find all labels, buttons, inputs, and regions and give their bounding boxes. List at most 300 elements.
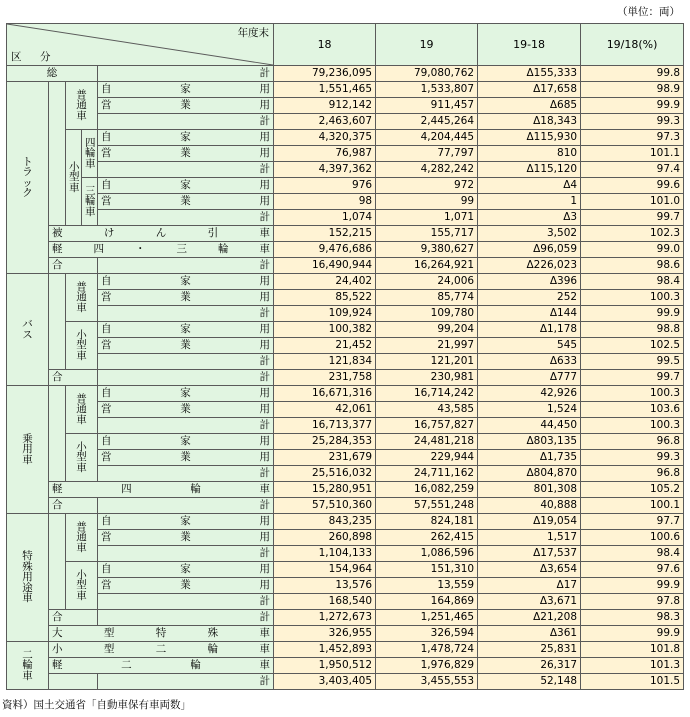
category-char: 車 bbox=[76, 301, 87, 314]
value-cell: Δ18,343 bbox=[478, 114, 581, 130]
table-row bbox=[7, 402, 684, 418]
value-cell: Δ115,930 bbox=[478, 130, 581, 146]
row-label: 計 bbox=[98, 594, 274, 610]
row-label: 営業用 bbox=[98, 290, 274, 306]
table-row bbox=[7, 338, 684, 354]
category-char: 小 bbox=[76, 328, 87, 341]
category-char: 通 bbox=[76, 403, 87, 416]
value-cell: 4,282,242 bbox=[376, 162, 478, 178]
value-cell: 2,463,607 bbox=[274, 114, 376, 130]
category-char: 普 bbox=[76, 280, 87, 293]
category-char: 車 bbox=[76, 413, 87, 426]
value-cell: 1,272,673 bbox=[274, 610, 376, 626]
category-char: 通 bbox=[76, 99, 87, 112]
table-row bbox=[7, 562, 684, 578]
category-char: 車 bbox=[22, 592, 33, 605]
row-label: 軽四・三輪車 bbox=[49, 242, 274, 258]
value-cell: 4,204,445 bbox=[376, 130, 478, 146]
row-label: 総 bbox=[7, 66, 98, 82]
value-cell: 262,415 bbox=[376, 530, 478, 546]
category-char: 普 bbox=[76, 392, 87, 405]
value-cell: 43,585 bbox=[376, 402, 478, 418]
row-label: 営業用 bbox=[98, 338, 274, 354]
category-char: 三 bbox=[85, 184, 96, 197]
category-label bbox=[66, 130, 82, 226]
row-label: 合 bbox=[49, 610, 98, 626]
value-cell: 16,757,827 bbox=[376, 418, 478, 434]
value-cell: 42,926 bbox=[478, 386, 581, 402]
value-cell: 99.9 bbox=[581, 98, 684, 114]
table-row bbox=[7, 98, 684, 114]
table-row bbox=[7, 322, 684, 338]
value-cell: 98.9 bbox=[581, 82, 684, 98]
category-char: 車 bbox=[76, 349, 87, 362]
value-cell: Δ115,120 bbox=[478, 162, 581, 178]
value-cell: Δ144 bbox=[478, 306, 581, 322]
row-label: 計 bbox=[98, 610, 274, 626]
table-row bbox=[7, 466, 684, 482]
value-cell: 1,524 bbox=[478, 402, 581, 418]
value-cell: 25,516,032 bbox=[274, 466, 376, 482]
category-char: バ bbox=[22, 318, 33, 330]
row-label: 営業用 bbox=[98, 530, 274, 546]
row-label: 営業用 bbox=[98, 578, 274, 594]
category-label bbox=[82, 130, 98, 178]
value-cell: 1,551,465 bbox=[274, 82, 376, 98]
row-label: 計 bbox=[98, 66, 274, 82]
category-label bbox=[66, 274, 98, 322]
category-label bbox=[7, 386, 49, 514]
table-row bbox=[7, 450, 684, 466]
value-cell: 99.0 bbox=[581, 242, 684, 258]
value-cell: 99.5 bbox=[581, 354, 684, 370]
value-cell: 13,559 bbox=[376, 578, 478, 594]
category-char: 車 bbox=[76, 461, 87, 474]
value-cell: 98.3 bbox=[581, 610, 684, 626]
table-row bbox=[7, 498, 684, 514]
row-label: 被けん引車 bbox=[49, 226, 274, 242]
column-header: 19/18(%) bbox=[581, 24, 684, 66]
value-cell: 77,797 bbox=[376, 146, 478, 162]
table-row bbox=[7, 162, 684, 178]
value-cell: 1,251,465 bbox=[376, 610, 478, 626]
category-char: 型 bbox=[69, 171, 80, 184]
table-row bbox=[7, 306, 684, 322]
category-char: 途 bbox=[22, 581, 33, 594]
table-row bbox=[7, 578, 684, 594]
value-cell: 26,317 bbox=[478, 658, 581, 674]
value-cell: Δ21,208 bbox=[478, 610, 581, 626]
category-char: 普 bbox=[76, 88, 87, 101]
category-label bbox=[66, 514, 98, 562]
corner-header bbox=[7, 24, 274, 66]
row-label: 自家用 bbox=[98, 130, 274, 146]
category-char: 用 bbox=[22, 571, 33, 584]
table-row bbox=[7, 226, 684, 242]
value-cell: 97.7 bbox=[581, 514, 684, 530]
row-label: 合 bbox=[49, 498, 98, 514]
value-cell: 85,774 bbox=[376, 290, 478, 306]
value-cell: 100.3 bbox=[581, 418, 684, 434]
category-char: 用 bbox=[22, 443, 33, 456]
value-cell: 121,834 bbox=[274, 354, 376, 370]
value-cell: 99.6 bbox=[581, 178, 684, 194]
category-char: 小 bbox=[69, 160, 80, 173]
value-cell: 97.6 bbox=[581, 562, 684, 578]
value-cell: Δ3,654 bbox=[478, 562, 581, 578]
value-cell: 843,235 bbox=[274, 514, 376, 530]
table-row bbox=[7, 434, 684, 450]
row-label: 計 bbox=[98, 114, 274, 130]
category-char: ラ bbox=[22, 166, 33, 178]
row-label: 小型二輪車 bbox=[49, 642, 274, 658]
value-cell: 101.3 bbox=[581, 658, 684, 674]
value-cell: Δ17,658 bbox=[478, 82, 581, 98]
category-char: 普 bbox=[76, 520, 87, 533]
unit-label: （単位：両） bbox=[617, 6, 680, 18]
category-char: 乗 bbox=[22, 432, 33, 445]
value-cell: 155,717 bbox=[376, 226, 478, 242]
category-char: 車 bbox=[76, 589, 87, 602]
value-cell: Δ633 bbox=[478, 354, 581, 370]
value-cell: 109,780 bbox=[376, 306, 478, 322]
value-cell: 99.9 bbox=[581, 626, 684, 642]
table-row bbox=[7, 610, 684, 626]
value-cell: 912,142 bbox=[274, 98, 376, 114]
value-cell: 98.4 bbox=[581, 546, 684, 562]
value-cell: 16,713,377 bbox=[274, 418, 376, 434]
value-cell: Δ3 bbox=[478, 210, 581, 226]
vehicle-count-table bbox=[6, 23, 684, 690]
value-cell: 24,711,162 bbox=[376, 466, 478, 482]
category-char: 車 bbox=[22, 453, 33, 466]
value-cell: Δ803,135 bbox=[478, 434, 581, 450]
value-cell: 231,679 bbox=[274, 450, 376, 466]
row-label: 軽四輪車 bbox=[49, 482, 274, 498]
category-char: 輪 bbox=[85, 147, 96, 160]
value-cell: 2,445,264 bbox=[376, 114, 478, 130]
value-cell: 16,264,921 bbox=[376, 258, 478, 274]
value-cell: Δ226,023 bbox=[478, 258, 581, 274]
blank-cell bbox=[49, 386, 66, 482]
value-cell: 99.9 bbox=[581, 306, 684, 322]
value-cell: 1 bbox=[478, 194, 581, 210]
value-cell: 152,215 bbox=[274, 226, 376, 242]
category-label bbox=[7, 642, 49, 690]
category-char: 車 bbox=[85, 205, 96, 218]
row-label: 計 bbox=[98, 306, 274, 322]
value-cell: 97.8 bbox=[581, 594, 684, 610]
value-cell: Δ4 bbox=[478, 178, 581, 194]
value-cell: 21,997 bbox=[376, 338, 478, 354]
category-char: ト bbox=[22, 155, 33, 168]
value-cell: 109,924 bbox=[274, 306, 376, 322]
value-cell: 231,758 bbox=[274, 370, 376, 386]
row-label: 軽二輪車 bbox=[49, 658, 274, 674]
value-cell: 151,310 bbox=[376, 562, 478, 578]
category-char: 輪 bbox=[85, 195, 96, 208]
value-cell: Δ17,537 bbox=[478, 546, 581, 562]
value-cell: 96.8 bbox=[581, 434, 684, 450]
category-char: 通 bbox=[76, 531, 87, 544]
category-char: 型 bbox=[76, 451, 87, 464]
category-label bbox=[66, 434, 98, 482]
value-cell: 4,397,362 bbox=[274, 162, 376, 178]
table-row bbox=[7, 274, 684, 290]
value-cell: Δ1,735 bbox=[478, 450, 581, 466]
value-cell: Δ1,178 bbox=[478, 322, 581, 338]
value-cell: Δ19,054 bbox=[478, 514, 581, 530]
value-cell: 976 bbox=[274, 178, 376, 194]
value-cell: 230,981 bbox=[376, 370, 478, 386]
table-row bbox=[7, 194, 684, 210]
value-cell: 44,450 bbox=[478, 418, 581, 434]
blank-cell bbox=[49, 674, 98, 690]
value-cell: 103.6 bbox=[581, 402, 684, 418]
blank-cell bbox=[49, 82, 66, 226]
row-label: 自家用 bbox=[98, 322, 274, 338]
row-label: 計 bbox=[98, 674, 274, 690]
value-cell: 24,402 bbox=[274, 274, 376, 290]
value-cell: 96.8 bbox=[581, 466, 684, 482]
row-label: 大型特殊車 bbox=[49, 626, 274, 642]
value-cell: 100.6 bbox=[581, 530, 684, 546]
value-cell: 16,082,259 bbox=[376, 482, 478, 498]
row-label: 計 bbox=[98, 466, 274, 482]
value-cell: 85,522 bbox=[274, 290, 376, 306]
value-cell: Δ3,671 bbox=[478, 594, 581, 610]
value-cell: 121,201 bbox=[376, 354, 478, 370]
row-label: 自家用 bbox=[98, 434, 274, 450]
value-cell: 326,594 bbox=[376, 626, 478, 642]
value-cell: 99,204 bbox=[376, 322, 478, 338]
table-row bbox=[7, 626, 684, 642]
table-row bbox=[7, 66, 684, 82]
value-cell: 98.4 bbox=[581, 274, 684, 290]
value-cell: 154,964 bbox=[274, 562, 376, 578]
value-cell: 229,944 bbox=[376, 450, 478, 466]
value-cell: 100.3 bbox=[581, 386, 684, 402]
value-cell: 3,502 bbox=[478, 226, 581, 242]
value-cell: 164,869 bbox=[376, 594, 478, 610]
value-cell: 102.5 bbox=[581, 338, 684, 354]
category-char: 二 bbox=[22, 648, 33, 661]
value-cell: 100,382 bbox=[274, 322, 376, 338]
row-label: 自家用 bbox=[98, 386, 274, 402]
value-cell: 15,280,951 bbox=[274, 482, 376, 498]
table-row bbox=[7, 530, 684, 546]
value-cell: 98 bbox=[274, 194, 376, 210]
value-cell: 1,950,512 bbox=[274, 658, 376, 674]
value-cell: 16,490,944 bbox=[274, 258, 376, 274]
row-label: 営業用 bbox=[98, 450, 274, 466]
table-row bbox=[7, 514, 684, 530]
value-cell: 9,476,686 bbox=[274, 242, 376, 258]
value-cell: 4,320,375 bbox=[274, 130, 376, 146]
row-label: 計 bbox=[98, 498, 274, 514]
category-char: 車 bbox=[69, 181, 80, 194]
category-label bbox=[7, 82, 49, 274]
value-cell: 1,517 bbox=[478, 530, 581, 546]
source-note: 資料）国土交通省「自動車保有車両数」 bbox=[2, 699, 191, 711]
row-label: 営業用 bbox=[98, 402, 274, 418]
value-cell: 1,976,829 bbox=[376, 658, 478, 674]
table-row bbox=[7, 290, 684, 306]
value-cell: 1,452,893 bbox=[274, 642, 376, 658]
value-cell: 25,831 bbox=[478, 642, 581, 658]
value-cell: 911,457 bbox=[376, 98, 478, 114]
table-row bbox=[7, 370, 684, 386]
value-cell: 801,308 bbox=[478, 482, 581, 498]
value-cell: Δ777 bbox=[478, 370, 581, 386]
value-cell: 972 bbox=[376, 178, 478, 194]
category-label bbox=[7, 274, 49, 386]
row-label: 自家用 bbox=[98, 82, 274, 98]
value-cell: 42,061 bbox=[274, 402, 376, 418]
value-cell: 76,987 bbox=[274, 146, 376, 162]
blank-cell bbox=[49, 274, 66, 370]
table-row bbox=[7, 386, 684, 402]
value-cell: 79,080,762 bbox=[376, 66, 478, 82]
row-label: 自家用 bbox=[98, 178, 274, 194]
row-label: 計 bbox=[98, 354, 274, 370]
category-char: 型 bbox=[76, 579, 87, 592]
row-label: 自家用 bbox=[98, 514, 274, 530]
value-cell: 824,181 bbox=[376, 514, 478, 530]
value-cell: 99 bbox=[376, 194, 478, 210]
table-row bbox=[7, 354, 684, 370]
category-char: 特 bbox=[22, 550, 33, 563]
value-cell: 101.0 bbox=[581, 194, 684, 210]
value-cell: 16,671,316 bbox=[274, 386, 376, 402]
category-char: ク bbox=[22, 187, 33, 199]
category-char: 車 bbox=[85, 157, 96, 170]
value-cell: 101.8 bbox=[581, 642, 684, 658]
column-header: 19 bbox=[376, 24, 478, 66]
row-label: 合 bbox=[49, 370, 98, 386]
value-cell: 97.4 bbox=[581, 162, 684, 178]
value-cell: 40,888 bbox=[478, 498, 581, 514]
value-cell: 9,380,627 bbox=[376, 242, 478, 258]
value-cell: 101.1 bbox=[581, 146, 684, 162]
row-label: 計 bbox=[98, 258, 274, 274]
value-cell: 97.3 bbox=[581, 130, 684, 146]
value-cell: 1,533,807 bbox=[376, 82, 478, 98]
value-cell: 1,074 bbox=[274, 210, 376, 226]
value-cell: Δ396 bbox=[478, 274, 581, 290]
value-cell: 79,236,095 bbox=[274, 66, 376, 82]
category-label bbox=[66, 386, 98, 434]
value-cell: 1,104,133 bbox=[274, 546, 376, 562]
value-cell: 99.9 bbox=[581, 578, 684, 594]
category-label bbox=[66, 562, 98, 610]
value-cell: 24,006 bbox=[376, 274, 478, 290]
row-label: 自家用 bbox=[98, 562, 274, 578]
column-header: 18 bbox=[274, 24, 376, 66]
value-cell: 260,898 bbox=[274, 530, 376, 546]
value-cell: 99.3 bbox=[581, 114, 684, 130]
table-row bbox=[7, 258, 684, 274]
value-cell: Δ685 bbox=[478, 98, 581, 114]
category-char: ス bbox=[22, 328, 33, 341]
category-char: 四 bbox=[85, 136, 96, 149]
row-label: 営業用 bbox=[98, 98, 274, 114]
category-char: 車 bbox=[22, 669, 33, 682]
header-row bbox=[7, 24, 684, 66]
category-char: ッ bbox=[22, 176, 33, 189]
value-cell: 98.8 bbox=[581, 322, 684, 338]
value-cell: 101.5 bbox=[581, 674, 684, 690]
value-cell: 326,955 bbox=[274, 626, 376, 642]
value-cell: Δ361 bbox=[478, 626, 581, 642]
value-cell: 13,576 bbox=[274, 578, 376, 594]
table-row bbox=[7, 114, 684, 130]
table-row bbox=[7, 82, 684, 98]
table-row bbox=[7, 210, 684, 226]
value-cell: 24,481,218 bbox=[376, 434, 478, 450]
value-cell: 102.3 bbox=[581, 226, 684, 242]
value-cell: 99.8 bbox=[581, 66, 684, 82]
category-char: 小 bbox=[76, 440, 87, 453]
value-cell: Δ155,333 bbox=[478, 66, 581, 82]
value-cell: Δ96,059 bbox=[478, 242, 581, 258]
value-cell: 168,540 bbox=[274, 594, 376, 610]
value-cell: 1,071 bbox=[376, 210, 478, 226]
row-label: 自家用 bbox=[98, 274, 274, 290]
table-row bbox=[7, 242, 684, 258]
category-char: 輪 bbox=[22, 659, 33, 672]
value-cell: 99.3 bbox=[581, 450, 684, 466]
value-cell: 545 bbox=[478, 338, 581, 354]
value-cell: 52,148 bbox=[478, 674, 581, 690]
value-cell: 21,452 bbox=[274, 338, 376, 354]
table-row bbox=[7, 418, 684, 434]
table-row bbox=[7, 546, 684, 562]
table-row bbox=[7, 594, 684, 610]
corner-top-label: 年度末 bbox=[237, 27, 270, 39]
row-label: 計 bbox=[98, 546, 274, 562]
value-cell: 1,086,596 bbox=[376, 546, 478, 562]
value-cell: 810 bbox=[478, 146, 581, 162]
table-row bbox=[7, 482, 684, 498]
value-cell: Δ804,870 bbox=[478, 466, 581, 482]
row-label: 営業用 bbox=[98, 194, 274, 210]
value-cell: 3,455,553 bbox=[376, 674, 478, 690]
value-cell: 99.7 bbox=[581, 210, 684, 226]
value-cell: 1,478,724 bbox=[376, 642, 478, 658]
table-row bbox=[7, 658, 684, 674]
category-char: 小 bbox=[76, 568, 87, 581]
blank-cell bbox=[49, 514, 66, 610]
value-cell: 100.1 bbox=[581, 498, 684, 514]
table-row bbox=[7, 130, 684, 146]
value-cell: 99.7 bbox=[581, 370, 684, 386]
category-char: 殊 bbox=[22, 560, 33, 573]
column-header: 19-18 bbox=[478, 24, 581, 66]
row-label: 計 bbox=[98, 370, 274, 386]
table-row bbox=[7, 642, 684, 658]
row-label: 計 bbox=[98, 210, 274, 226]
table-row bbox=[7, 146, 684, 162]
category-char: 通 bbox=[76, 291, 87, 304]
value-cell: 16,714,242 bbox=[376, 386, 478, 402]
value-cell: 252 bbox=[478, 290, 581, 306]
category-label bbox=[82, 178, 98, 226]
value-cell: 57,551,248 bbox=[376, 498, 478, 514]
row-label: 合 bbox=[49, 258, 98, 274]
row-label: 計 bbox=[98, 418, 274, 434]
value-cell: 100.3 bbox=[581, 290, 684, 306]
